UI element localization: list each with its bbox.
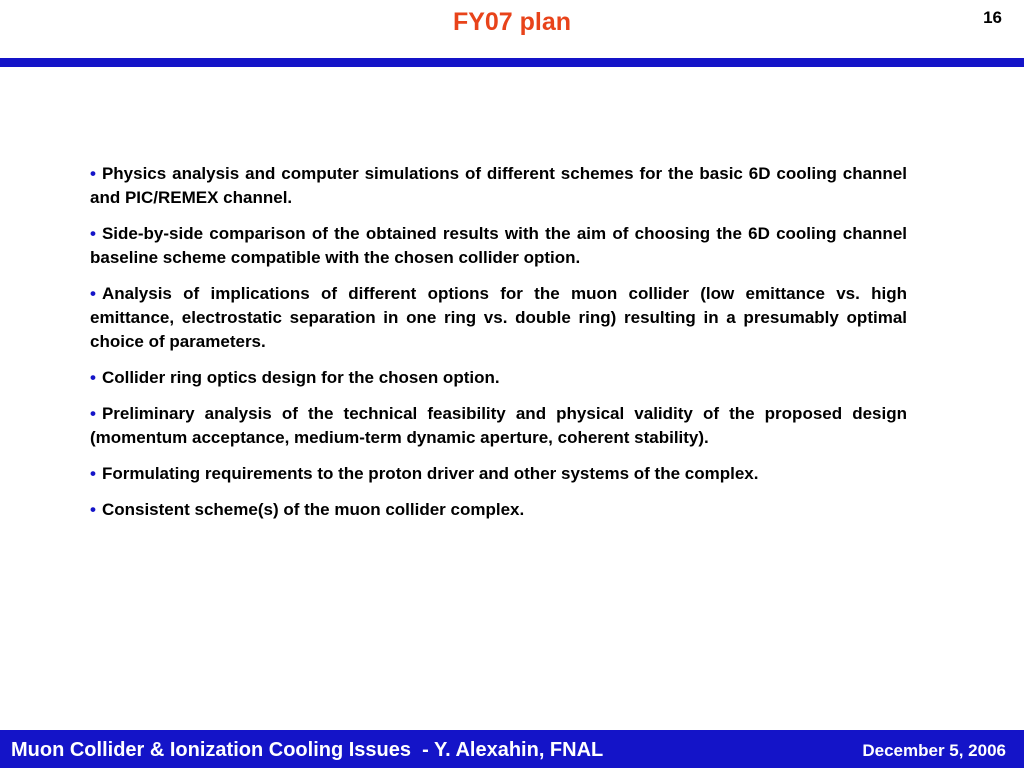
- bullet-item: [90, 462, 907, 486]
- page-number: 16: [983, 8, 1002, 27]
- bullet-text: Consistent scheme(s) of the muon collider complex.: [101, 500, 525, 519]
- bullet-icon: •: [90, 464, 96, 483]
- title-divider-bar: [0, 58, 1024, 67]
- bullet-icon: •: [90, 404, 96, 423]
- bullet-item: [90, 162, 907, 210]
- footer-presentation-info: Muon Collider & Ionization Cooling Issues - Y. Alexahin, FNAL: [11, 739, 604, 761]
- bullet-item: [90, 282, 907, 354]
- bullet-item: [90, 222, 907, 270]
- bullet-item: [90, 402, 907, 450]
- bullet-text: Side-by-side comparison of the obtained results with the aim of choosing the 6D cooling channel baseline scheme compatible with the chosen collider option.: [90, 224, 907, 267]
- bullet-icon: •: [90, 164, 96, 183]
- bullet-text: Preliminary analysis of the technical feasibility and physical validity of the proposed design (momentum acceptance, medium-term dynamic aperture, coherent stability).: [90, 404, 907, 447]
- bullet-item: [90, 498, 907, 522]
- bullet-text: Formulating requirements to the proton driver and other systems of the complex.: [101, 464, 759, 483]
- bullet-list: [90, 162, 907, 534]
- bullet-icon: •: [90, 284, 96, 303]
- bullet-text: Physics analysis and computer simulations of different schemes for the basic 6D cooling channel and PIC/REMEX channel.: [90, 164, 907, 207]
- bullet-item: [90, 366, 907, 390]
- bullet-icon: •: [90, 500, 96, 519]
- footer-bar: [0, 730, 1024, 768]
- bullet-text: Collider ring optics design for the chosen option.: [101, 368, 500, 387]
- bullet-text: Analysis of implications of different options for the muon collider (low emittance vs. high emittance, electrostatic separation in one ring vs. double ring) resulting in a presumably optimal choice of parameters.: [90, 284, 907, 351]
- slide-title: FY07 plan: [452, 8, 572, 36]
- bullet-icon: •: [90, 224, 96, 243]
- bullet-icon: •: [90, 368, 96, 387]
- footer-date: December 5, 2006: [862, 741, 1006, 760]
